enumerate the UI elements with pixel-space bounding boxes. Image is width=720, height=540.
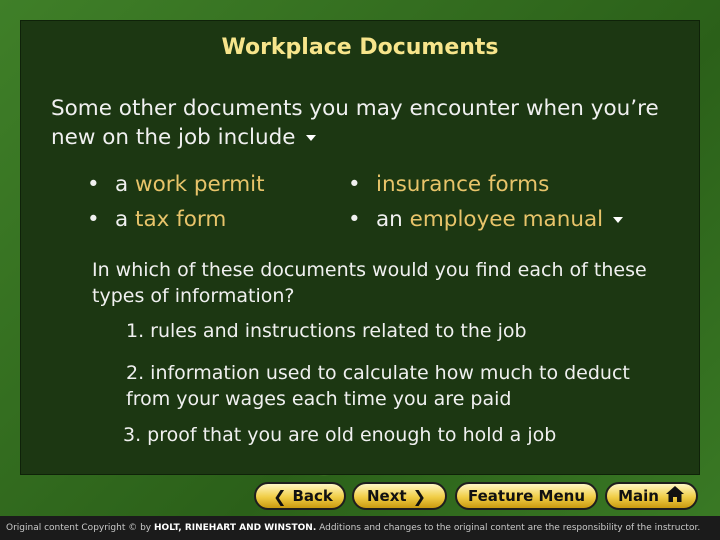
feature-menu-button[interactable] (455, 482, 598, 510)
caret-down-icon (613, 217, 623, 223)
next-button-label: Next (367, 487, 407, 505)
list-item-term: insurance forms (376, 172, 550, 197)
bullet-icon: • (348, 172, 361, 197)
back-arrow-icon: ❮ (273, 486, 287, 506)
list-item (348, 167, 623, 202)
list-item-prefix: a (115, 207, 136, 232)
list-item-prefix: an (376, 207, 410, 232)
intro-text (51, 94, 681, 152)
list-item (87, 202, 265, 237)
list-item (87, 167, 265, 202)
back-button[interactable] (254, 482, 346, 510)
question-item-3: 3. proof that you are old enough to hold a job (123, 424, 557, 446)
home-icon (665, 485, 685, 507)
bullet-list-left (87, 167, 265, 237)
content-panel (20, 20, 700, 475)
question-item-1: 1. rules and instructions related to the job (126, 320, 527, 342)
main-button[interactable] (605, 482, 698, 510)
caret-down-icon (306, 135, 316, 141)
next-arrow-icon: ❯ (412, 486, 426, 506)
copyright-footer (0, 516, 720, 540)
list-item-term: tax form (135, 207, 227, 232)
bullet-list-right (348, 167, 623, 237)
list-item (348, 202, 623, 237)
question-text: In which of these documents would you find each of these types of information? (92, 259, 647, 307)
bullet-icon: • (87, 172, 100, 197)
next-button[interactable] (352, 482, 447, 510)
bullet-icon: • (348, 207, 361, 232)
list-item-term: employee manual (409, 207, 604, 232)
footer-text-1: Original content Copyright © by (6, 523, 152, 533)
list-item-prefix: a (115, 172, 136, 197)
footer-publisher: HOLT, RINEHART AND WINSTON. (154, 523, 317, 533)
footer-text-2: Additions and changes to the original content are the responsibility of the instructor. (319, 523, 701, 533)
feature-menu-label: Feature Menu (467, 487, 586, 505)
question-item-2: 2. information used to calculate how much to deduct from your wages each time you are paid (126, 362, 630, 410)
list-item-term: work permit (135, 172, 265, 197)
bullet-icon: • (87, 207, 100, 232)
back-button-label: Back (292, 487, 333, 505)
main-button-label: Main (618, 487, 659, 505)
slide-title: Workplace Documents (221, 35, 499, 60)
intro-label: Some other documents you may encounter when you’re new on the job include (51, 96, 659, 150)
